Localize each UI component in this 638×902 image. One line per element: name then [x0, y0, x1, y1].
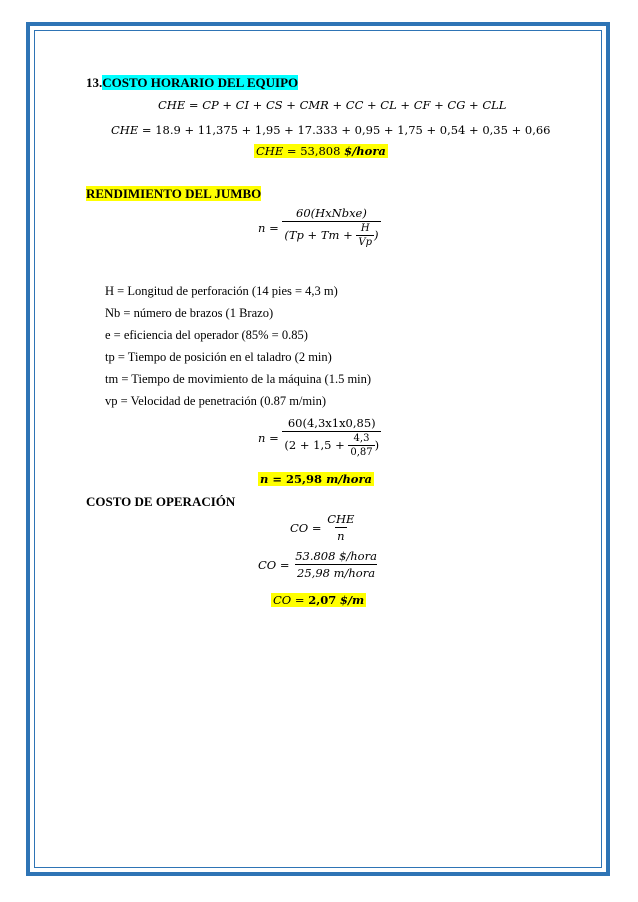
co-calc-lhs: CO	[258, 557, 277, 572]
rendimiento-heading	[86, 186, 261, 202]
che-result-lhs: CHE	[256, 144, 284, 158]
rendimiento-calc-den-left: (2 + 1,5 +	[284, 438, 345, 452]
che-formula-rhs: CP + CI + CS + CMR + CC + CL + CF + CG + CLL	[202, 98, 507, 112]
rendimiento-den-inner-fraction	[356, 223, 374, 249]
rendimiento-formula-fraction	[282, 206, 380, 249]
section-13-number: 13.	[86, 75, 103, 90]
rendimiento-den-right: )	[374, 228, 379, 242]
rendimiento-calc-numerator: 60(4,3x1x0,85)	[287, 416, 376, 430]
rendimiento-title: RENDIMIENTO DEL JUMBO	[86, 186, 262, 201]
rendimiento-formula: n = 60(HxNbxe) (Tp + Tm + $\frac{H}{Vp}$ )	[258, 206, 379, 248]
co-formula-fraction	[325, 512, 356, 543]
variable-vp: vp = Velocidad de penetración (0.87 m/min)	[105, 394, 326, 408]
rendimiento-calc-fraction	[282, 416, 381, 459]
variables-list	[105, 280, 371, 412]
che-formula-lhs: CHE	[158, 98, 186, 112]
co-calc-fraction	[293, 549, 379, 580]
co-formula: CO = $\frac{\text{CHE}}{n}$	[290, 512, 355, 543]
rendimiento-calc-lhs: n	[258, 430, 266, 445]
co-calculation: CO = $\frac{\text{53.808 \$/hora}}{\text{25,98 m/hora}}$	[258, 549, 377, 580]
che-result: CHE = 53,808 $/hora	[256, 144, 386, 158]
variable-nb: Nb = número de brazos (1 Brazo)	[105, 306, 274, 320]
variable-e: e = eficiencia del operador (85% = 0.85)	[105, 328, 308, 342]
che-result-value: 53,808	[300, 144, 341, 158]
rendimiento-calc-den-right: )	[374, 438, 380, 452]
costo-operacion-heading	[86, 494, 235, 510]
costo-operacion-title: COSTO DE OPERACIÓN	[86, 494, 236, 509]
section-13-title: COSTO HORARIO DEL EQUIPO	[102, 75, 299, 90]
rendimiento-result: n = 25,98 m/hora	[260, 472, 372, 486]
che-formula: CHE = CP + CI + CS + CMR + CC + CL + CF + CG + CLL	[158, 98, 507, 112]
rendimiento-calc-inner-den: 0,87	[350, 447, 373, 458]
co-result-value: 2,07	[308, 593, 337, 607]
che-substitution-rhs: 18.9 + 11,375 + 1,95 + 17.333 + 0,95 + 1,75 + 0,54 + 0,35 + 0,66	[155, 123, 551, 137]
che-result-unit: $/hora	[344, 144, 386, 158]
rendimiento-result-lhs: n	[260, 472, 269, 486]
co-formula-denominator: n	[337, 529, 345, 543]
co-calc-denominator: 25,98 m/hora	[297, 566, 376, 580]
co-result-lhs: CO	[273, 593, 292, 607]
che-substitution: CHE = 18.9 + 11,375 + 1,95 + 17.333 + 0,95 + 1,75 + 0,54 + 0,35 + 0,66	[111, 123, 551, 137]
co-result-unit: $/m	[339, 593, 365, 607]
co-result: CO = 2,07 $/m	[273, 593, 365, 607]
variable-tm: tm = Tiempo de movimiento de la máquina (1.5 min)	[105, 372, 372, 386]
rendimiento-result-unit: m/hora	[326, 472, 372, 486]
rendimiento-den-inner-num: H	[360, 223, 370, 234]
rendimiento-formula-lhs: n	[258, 220, 266, 235]
che-substitution-lhs: CHE	[111, 123, 139, 137]
rendimiento-formula-denominator	[282, 221, 380, 249]
variable-h: H = Longitud de perforación (14 pies = 4,3 m)	[105, 284, 338, 298]
variable-tp: tp = Tiempo de posición en el taladro (2 min)	[105, 350, 332, 364]
rendimiento-result-value: 25,98	[286, 472, 323, 486]
rendimiento-den-left: (Tp + Tm +	[284, 228, 353, 242]
co-formula-lhs: CO	[290, 520, 309, 535]
rendimiento-calc-denominator	[282, 431, 381, 459]
section-13-heading	[86, 75, 298, 91]
rendimiento-calc-inner-num: 4,3	[353, 433, 370, 444]
rendimiento-calc-inner-fraction	[348, 433, 374, 459]
co-calc-numerator: 53.808 $/hora	[295, 549, 377, 563]
rendimiento-formula-numerator: 60(HxNbxe)	[296, 206, 367, 220]
co-formula-numerator: CHE	[327, 512, 355, 526]
rendimiento-calculation: n = 60(4,3x1x0,85) (2 + 1,5 + $\frac{4,3}{0,87}$ )	[258, 416, 380, 458]
rendimiento-den-inner-den: Vp	[358, 237, 372, 248]
